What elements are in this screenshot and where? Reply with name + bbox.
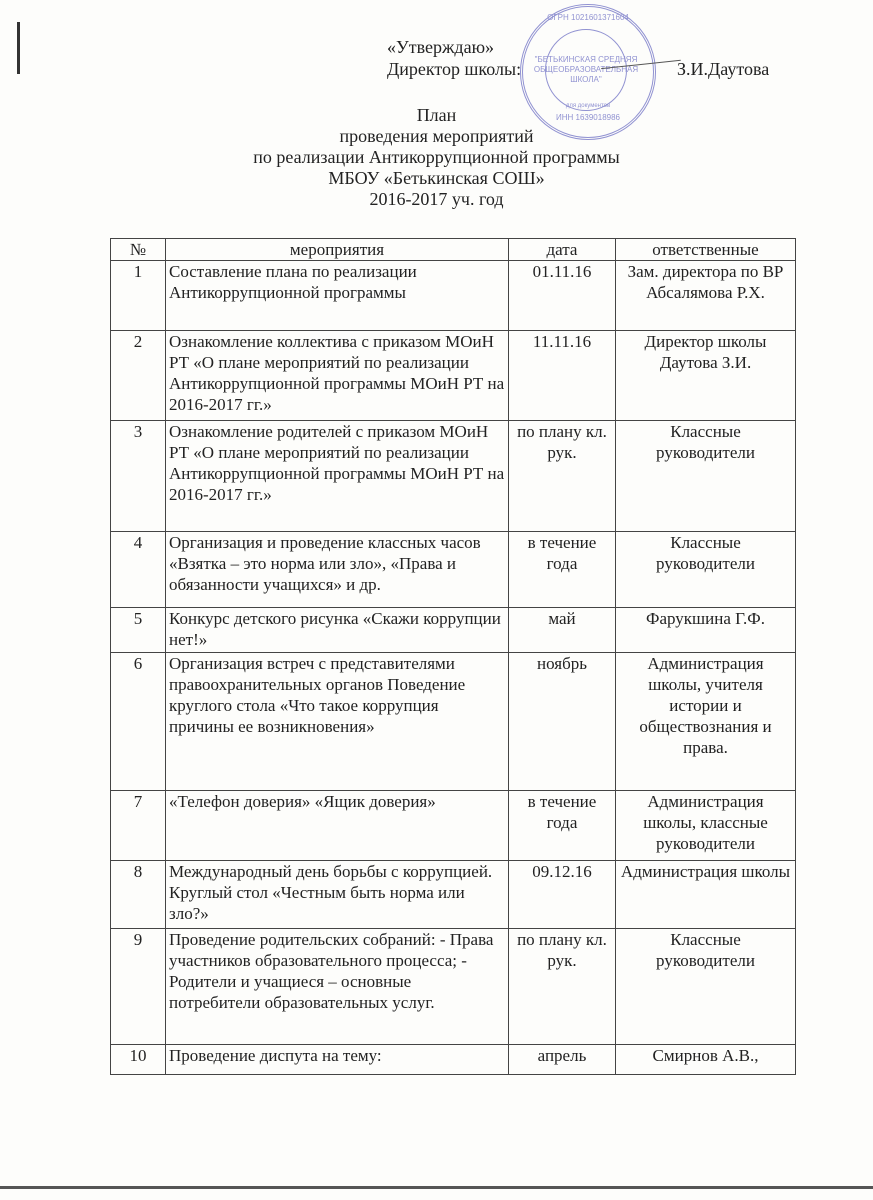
row-number: 3 [111,421,166,532]
row-date: в течение года [509,791,616,861]
row-date: ноябрь [509,653,616,791]
row-event: Организация и проведение классных часов «Взятка – это норма или зло», «Права и обязанности учащихся» и др. [166,532,509,608]
title-line: МБОУ «Бетькинская СОШ» [328,168,545,188]
header-responsible: ответственные [616,239,796,261]
row-date: 01.11.16 [509,261,616,331]
title-line: проведения мероприятий [339,126,534,146]
row-date: май [509,608,616,653]
row-event: Организация встреч с представителями правоохранительных органов Поведение круглого стола «Что такое коррупция причины ее возникновения» [166,653,509,791]
table-row [111,861,796,929]
row-number: 6 [111,653,166,791]
header-number: № [111,239,166,261]
row-responsible: Директор школы Даутова З.И. [616,331,796,421]
row-date: 11.11.16 [509,331,616,421]
row-responsible: Администрация школы, учителя истории и обществознания и права. [616,653,796,791]
table-row [111,653,796,791]
row-number: 8 [111,861,166,929]
table-row [111,421,796,532]
row-event: Ознакомление коллектива с приказом МОиН РТ «О плане мероприятий по реализации Антикоррупционной программы МОиН РТ на 2016-2017 гг.» [166,331,509,421]
document-title [0,105,873,210]
stamp-inn: ИНН 1639018986 [555,113,621,122]
row-number: 4 [111,532,166,608]
row-number: 10 [111,1045,166,1075]
plan-table [110,238,796,1075]
table-header-row [111,239,796,261]
approval-name: З.И.Даутова [677,59,770,79]
row-responsible: Зам. директора по ВР Абсалямова Р.Х. [616,261,796,331]
row-event: Проведение родительских собраний: - Права участников образовательного процесса; - Родители и учащиеся – основные потребители образовательных услуг. [166,929,509,1045]
row-event: Ознакомление родителей с приказом МОиН РТ «О плане мероприятий по реализации Антикоррупционной программы МОиН РТ на 2016-2017 гг.» [166,421,509,532]
header-date: дата [509,239,616,261]
row-event: Международный день борьбы с коррупцией. Круглый стол «Честным быть норма или зло?» [166,861,509,929]
table-row [111,261,796,331]
stamp-ogrn: ОГРН 1021601371604 [547,13,629,22]
row-date: по плану кл. рук. [509,929,616,1045]
scan-bottom-edge [0,1186,873,1189]
row-responsible: Фарукшина Г.Ф. [616,608,796,653]
row-number: 9 [111,929,166,1045]
approval-position: Директор школы: [387,59,522,79]
row-date: по плану кл. рук. [509,421,616,532]
row-date: в течение года [509,532,616,608]
row-responsible: Классные руководители [616,532,796,608]
row-responsible: Классные руководители [616,929,796,1045]
approval-heading: «Утверждаю» [387,37,495,57]
row-event: Конкурс детского рисунка «Скажи коррупции нет!» [166,608,509,653]
row-responsible: Классные руководители [616,421,796,532]
table-row [111,532,796,608]
row-number: 5 [111,608,166,653]
table-row [111,608,796,653]
header-event: мероприятия [166,239,509,261]
title-line: по реализации Антикоррупционной программы [253,147,620,167]
row-responsible: Администрация школы [616,861,796,929]
row-number: 2 [111,331,166,421]
row-date: апрель [509,1045,616,1075]
table-row [111,929,796,1045]
title-line: План [416,105,457,125]
title-line: 2016-2017 уч. год [369,189,504,209]
row-event: Составление плана по реализации Антикоррупционной программы [166,261,509,331]
row-responsible: Администрация школы, классные руководители [616,791,796,861]
table-row [111,791,796,861]
table-row [111,1045,796,1075]
scan-edge-mark [17,22,20,74]
row-event: Проведение диспута на тему: [166,1045,509,1075]
table-row [111,331,796,421]
row-event: «Телефон доверия» «Ящик доверия» [166,791,509,861]
stamp-note: для документов [565,103,611,109]
row-responsible: Смирнов А.В., [616,1045,796,1075]
row-number: 7 [111,791,166,861]
stamp-school-name: "БЕТЬКИНСКАЯ СРЕДНЯЯ ОБЩЕОБРАЗОВАТЕЛЬНАЯ ШКОЛА" [533,55,639,84]
row-date: 09.12.16 [509,861,616,929]
row-number: 1 [111,261,166,331]
